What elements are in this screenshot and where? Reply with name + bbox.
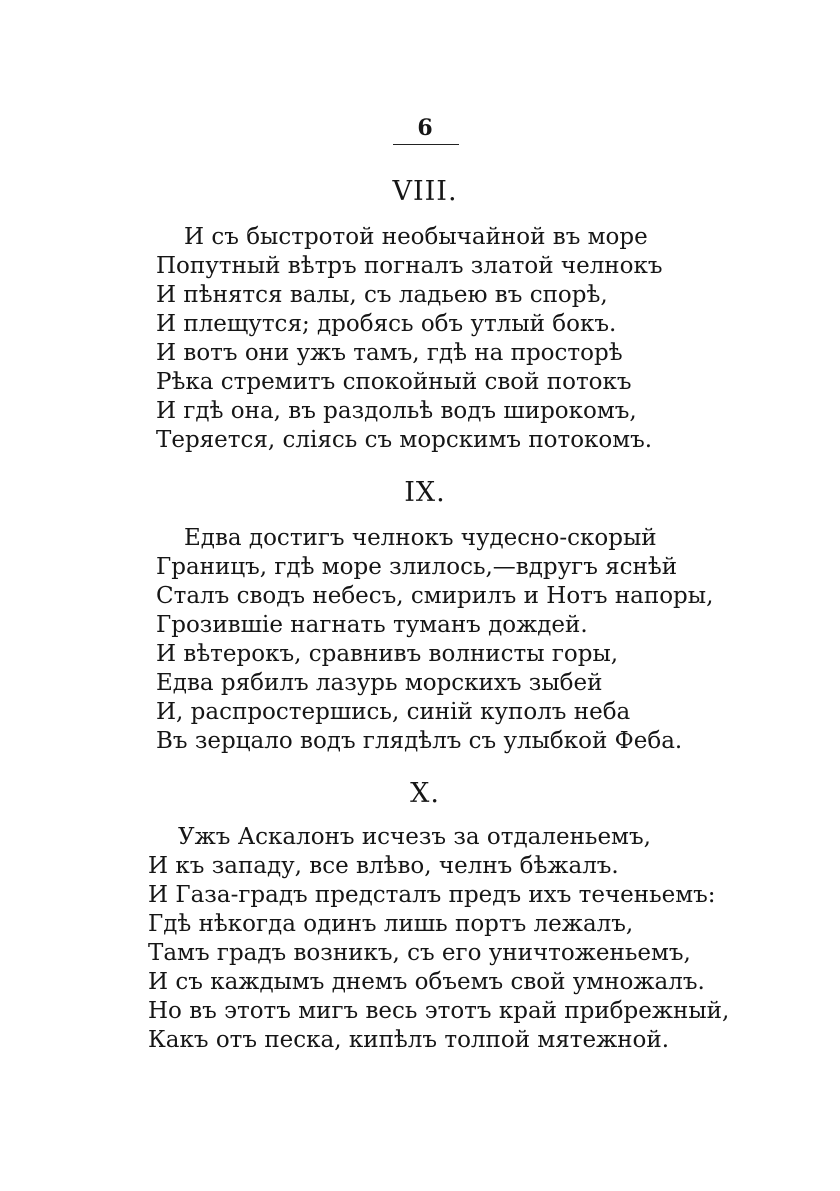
stanza-number: IX. (404, 477, 446, 508)
verse-line: И съ каждымъ днемъ объемъ свой умножалъ. (148, 969, 705, 995)
verse-line: Попутный вѣтръ погналъ златой челнокъ (156, 253, 663, 279)
verse-line: Тамъ градъ возникъ, съ его уничтоженьемъ, (148, 940, 691, 966)
verse-line: И съ быстротой необычайной въ море (184, 224, 648, 250)
verse-line: Едва достигъ челнокъ чудесно-скорый (184, 525, 657, 551)
stanza-number: VIII. (392, 176, 458, 207)
verse-line: И къ западу, все влѣво, челнъ бѣжалъ. (148, 853, 619, 879)
page-number: 6 (417, 115, 433, 141)
verse-line: Грозившiе нагнать туманъ дождей. (156, 612, 588, 638)
verse-line: И Газа-градъ предсталъ предъ ихъ теченьемъ: (148, 882, 716, 908)
verse-line: Теряется, слiясь съ морскимъ потокомъ. (156, 427, 653, 453)
verse-line: Гдѣ нѣкогда одинъ лишь портъ лежалъ, (148, 911, 634, 937)
page-number-rule (393, 144, 459, 145)
verse-line: И гдѣ она, въ раздольѣ водъ широкомъ, (156, 398, 637, 424)
verse-line: Какъ отъ песка, кипѣлъ толпой мятежной. (148, 1027, 670, 1053)
verse-line: И вѣтерокъ, сравнивъ волнисты горы, (156, 641, 619, 667)
verse-line: Рѣка стремитъ спокойный свой потокъ (156, 369, 632, 395)
verse-line: И вотъ они ужъ тамъ, гдѣ на просторѣ (156, 340, 623, 366)
verse-line: Границъ, гдѣ море злилось,—вдругъ яснѣй (156, 554, 678, 580)
verse-line: Ужъ Аскалонъ исчезъ за отдаленьемъ, (178, 824, 651, 850)
verse-line: И, распростершись, синiй куполъ неба (156, 699, 631, 725)
verse-line: Сталъ сводъ небесъ, смирилъ и Нотъ напоры, (156, 583, 714, 609)
verse-line: И плещутся; дробясь объ утлый бокъ. (156, 311, 617, 337)
verse-line: Едва рябилъ лазурь морскихъ зыбей (156, 670, 603, 696)
stanza-number: X. (410, 778, 440, 809)
verse-line: И пѣнятся валы, съ ладьею въ спорѣ, (156, 282, 608, 308)
verse-line: Но въ этотъ мигъ весь этотъ край прибрежный, (148, 998, 730, 1024)
verse-line: Въ зерцало водъ глядѣлъ съ улыбкой Феба. (156, 728, 683, 754)
